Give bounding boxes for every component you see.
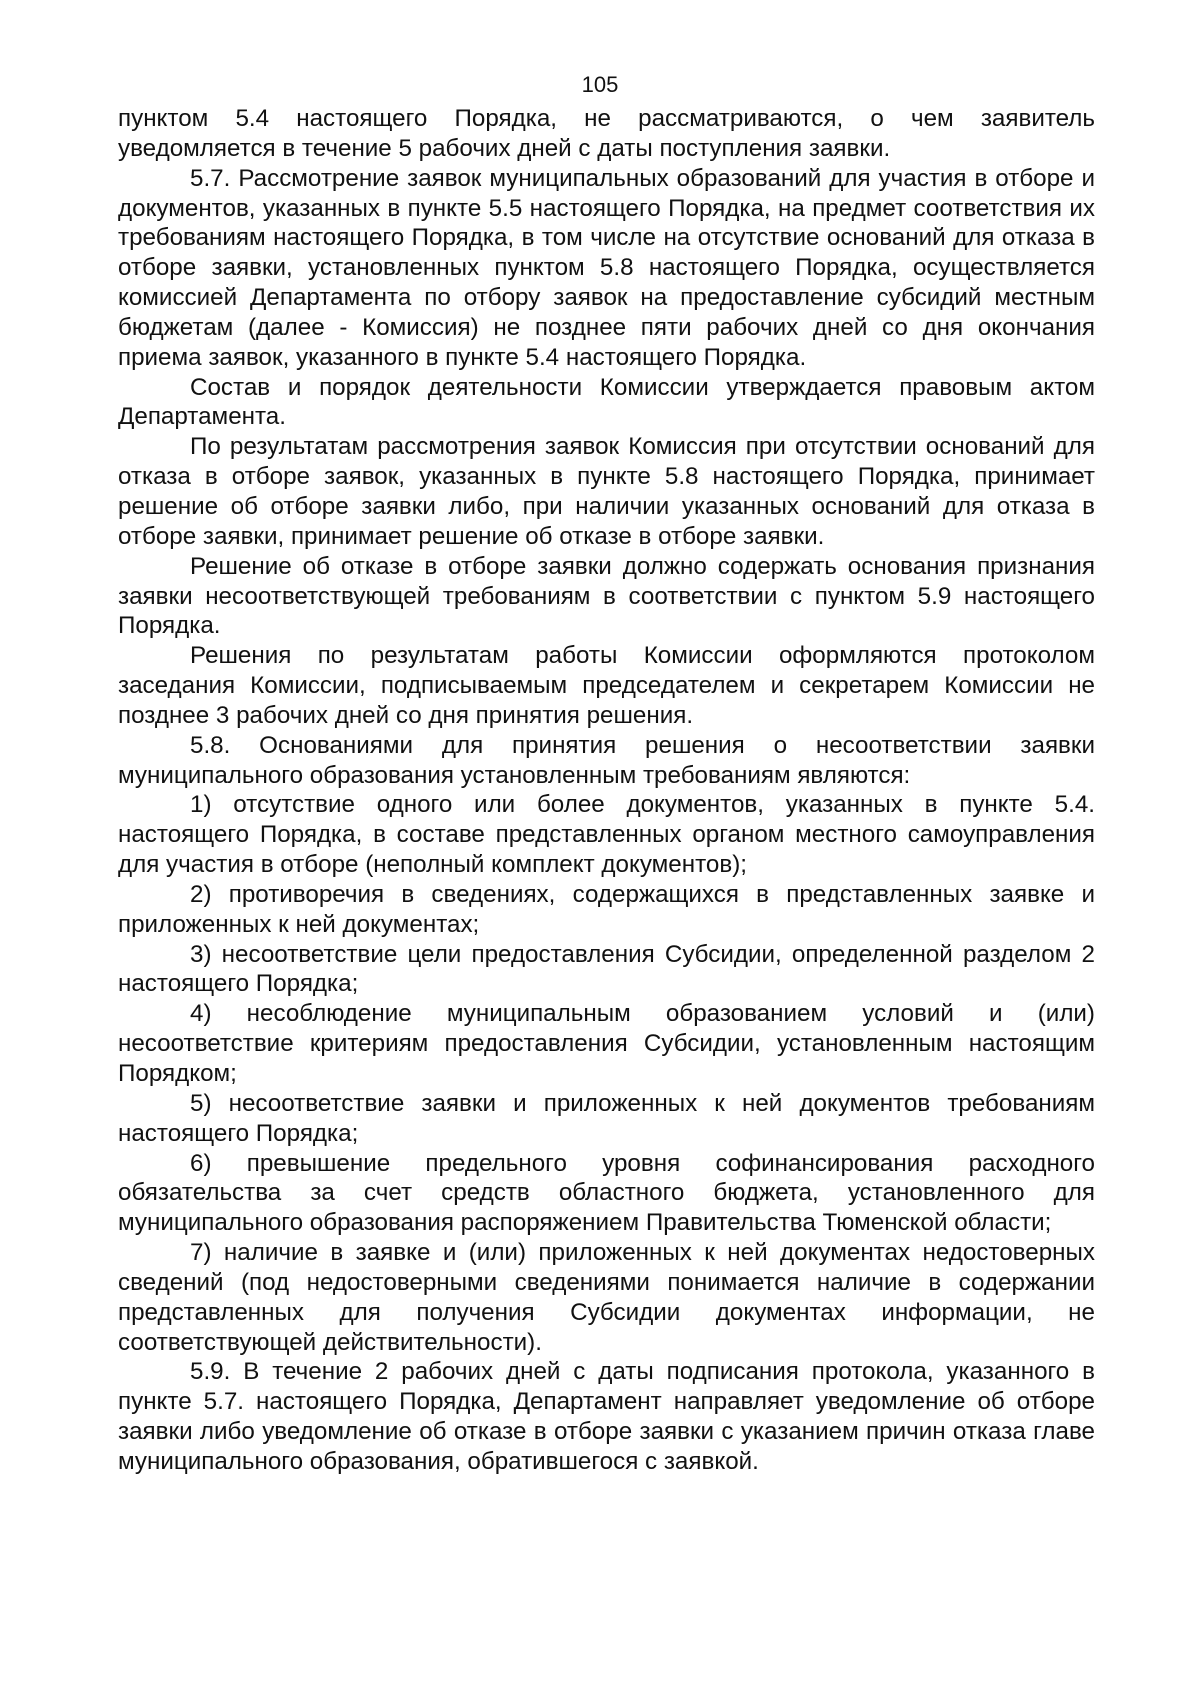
paragraph-continuation: пунктом 5.4 настоящего Порядка, не рассматриваются, о чем заявитель уведомляется в течение 5 рабочих дней с даты поступления заявки. bbox=[118, 105, 1095, 162]
page-number: 105 bbox=[581, 72, 619, 97]
paragraph-5-7: 5.7. Рассмотрение заявок муниципальных образований для участия в отборе и документов, указанных в пункте 5.5 настоящего Порядка, на предмет соответствия их требованиям настоящего Порядка, в том числе на отсутствие оснований для отказа в отборе заявки, установленных пунктом 5.8 настоящего Порядка, осуществляется комиссией Департамента по отбору заявок на предоставление субсидий местным бюджетам (далее - Комиссия) не позднее пяти рабочих дней со дня окончания приема заявок, указанного в пункте 5.4 настоящего Порядка. bbox=[118, 164, 1095, 371]
paragraph-5-9: 5.9. В течение 2 рабочих дней с даты подписания протокола, указанного в пункте 5.7. настоящего Порядка, Департамент направляет уведомление об отборе заявки либо уведомление об отказе в отборе заявки с указанием причин отказа главе муниципального образования, обратившегося с заявкой. bbox=[118, 1358, 1095, 1475]
list-item-3: 3) несоответствие цели предоставления Субсидии, определенной разделом 2 настоящего Порядка; bbox=[118, 940, 1095, 998]
paragraph-review-results: По результатам рассмотрения заявок Комиссия при отсутствии оснований для отказа в отборе заявок, указанных в пункте 5.8 настоящего Порядка, принимает решение об отборе заявки либо, при наличии указанных оснований для отказа в отборе заявки, принимает решение об отказе в отборе заявки. bbox=[118, 433, 1095, 550]
list-item-2: 2) противоречия в сведениях, содержащихся в представленных заявке и приложенных к ней документах; bbox=[118, 880, 1095, 938]
paragraph-commission-composition: Состав и порядок деятельности Комиссии утверждается правовым актом Департамента. bbox=[118, 373, 1095, 431]
list-item-7: 7) наличие в заявке и (или) приложенных к ней документах недостоверных сведений (под недостоверными сведениями понимается наличие в содержании представленных для получения Субсидии документах информации, не соответствующей действительности). bbox=[118, 1239, 1095, 1356]
list-item-5: 5) несоответствие заявки и приложенных к ней документов требованиям настоящего Порядка; bbox=[118, 1089, 1095, 1147]
paragraph-protocol: Решения по результатам работы Комиссии оформляются протоколом заседания Комиссии, подписываемым председателем и секретарем Комиссии не позднее 3 рабочих дней со дня принятия решения. bbox=[118, 642, 1095, 729]
list-item-6: 6) превышение предельного уровня софинансирования расходного обязательства за счет средств областного бюджета, установленного для муниципального образования распоряжением Правительства Тюменской области; bbox=[118, 1149, 1095, 1237]
list-item-1: 1) отсутствие одного или более документов, указанных в пункте 5.4. настоящего Порядка, в составе представленных органом местного самоуправления для участия в отборе (неполный комплект документов); bbox=[118, 791, 1095, 879]
paragraph-refusal-decision: Решение об отказе в отборе заявки должно содержать основания признания заявки несоответствующей требованиям в соответствии с пунктом 5.9 настоящего Порядка. bbox=[118, 552, 1095, 640]
paragraph-5-8: 5.8. Основаниями для принятия решения о несоответствии заявки муниципального образования установленным требованиям являются: bbox=[118, 731, 1095, 789]
list-item-4: 4) несоблюдение муниципальным образованием условий и (или) несоответствие критериям предоставления Субсидии, установленным настоящим Порядком; bbox=[118, 1000, 1095, 1087]
document-body bbox=[118, 104, 1095, 1477]
